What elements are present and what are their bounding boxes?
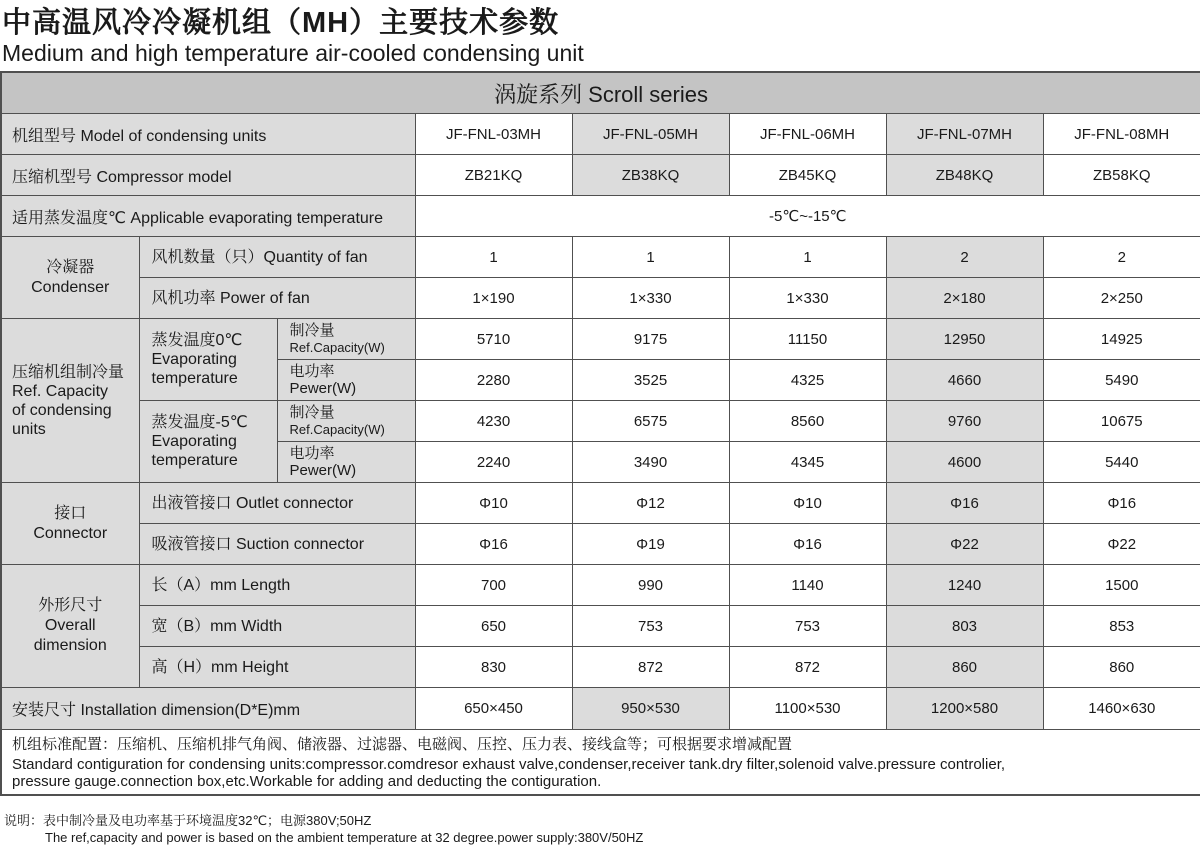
fan-power-label: 风机功率 Power of fan bbox=[139, 278, 415, 319]
outlet-cell: Φ10 bbox=[415, 483, 572, 524]
model-cell: JF-FNL-08MH bbox=[1043, 114, 1200, 155]
outlet-cell: Φ16 bbox=[1043, 483, 1200, 524]
condenser-group-label bbox=[1, 237, 139, 319]
evap0-power-cell: 2280 bbox=[415, 360, 572, 401]
ref-capacity-label-en: Ref.Capacity(W) bbox=[289, 422, 385, 437]
ref-capacity-label-en: Ref.Capacity(W) bbox=[289, 340, 385, 355]
table-row bbox=[1, 401, 1200, 442]
model-cell: JF-FNL-03MH bbox=[415, 114, 572, 155]
series-header-row bbox=[1, 72, 1200, 114]
install-cell: 1100×530 bbox=[729, 688, 886, 730]
table-row bbox=[1, 196, 1200, 237]
compressor-cell: ZB48KQ bbox=[886, 155, 1043, 196]
suction-label: 吸液管接口 Suction connector bbox=[139, 524, 415, 565]
install-label: 安装尺寸 Installation dimension(D*E)mm bbox=[1, 688, 415, 730]
compressor-cell: ZB45KQ bbox=[729, 155, 886, 196]
power-label-en: Pewer(W) bbox=[289, 462, 357, 479]
evap5-power-cell: 4345 bbox=[729, 442, 886, 483]
evap-temp-label: 适用蒸发温度℃ Applicable evaporating temperature bbox=[1, 196, 415, 237]
outlet-cell: Φ12 bbox=[572, 483, 729, 524]
fan-power-cell: 1×330 bbox=[572, 278, 729, 319]
page-title: 中高温风冷冷凝机组（MH）主要技术参数 bbox=[2, 7, 560, 39]
evap0-ref-cell: 5710 bbox=[415, 319, 572, 360]
install-cell: 950×530 bbox=[572, 688, 729, 730]
outlet-label: 出液管接口 Outlet connector bbox=[139, 483, 415, 524]
condenser-label-en: Condenser bbox=[31, 278, 110, 296]
evap5-power-cell: 2240 bbox=[415, 442, 572, 483]
table-row bbox=[1, 524, 1200, 565]
suction-cell: Φ16 bbox=[729, 524, 886, 565]
suction-cell: Φ22 bbox=[886, 524, 1043, 565]
evap5-ref-cell: 8560 bbox=[729, 401, 886, 442]
evap5-power-cell: 5440 bbox=[1043, 442, 1200, 483]
standard-config bbox=[1, 730, 1200, 796]
capacity-label-en: units bbox=[12, 420, 46, 438]
length-cell: 1500 bbox=[1043, 565, 1200, 606]
evap0-power-cell: 5490 bbox=[1043, 360, 1200, 401]
fan-qty-cell: 1 bbox=[572, 237, 729, 278]
model-label: 机组型号 Model of condensing units bbox=[1, 114, 415, 155]
dimension-label-cn: 外形尺寸 bbox=[38, 597, 103, 614]
ref-capacity-label bbox=[277, 319, 415, 360]
width-cell: 853 bbox=[1043, 606, 1200, 647]
suction-cell: Φ16 bbox=[415, 524, 572, 565]
evap5-power-cell: 4600 bbox=[886, 442, 1043, 483]
length-cell: 1240 bbox=[886, 565, 1043, 606]
capacity-label-en: Ref. Capacity bbox=[12, 382, 109, 400]
page-subtitle: Medium and high temperature air-cooled condensing unit bbox=[2, 40, 584, 66]
height-cell: 872 bbox=[729, 647, 886, 688]
outlet-cell: Φ10 bbox=[729, 483, 886, 524]
fan-qty-cell: 2 bbox=[1043, 237, 1200, 278]
evap-temp-value: -5℃~-15℃ bbox=[415, 196, 1200, 237]
capacity-label-cn: 压缩机组制冷量 bbox=[12, 363, 125, 381]
evap5-label-en: Evaporating bbox=[151, 433, 237, 450]
power-label-en: Pewer(W) bbox=[289, 380, 357, 397]
power-label bbox=[277, 442, 415, 483]
evap5-power-cell: 3490 bbox=[572, 442, 729, 483]
evap5-ref-cell: 10675 bbox=[1043, 401, 1200, 442]
dimension-label-en: Overall bbox=[44, 617, 96, 634]
width-label: 宽（B）mm Width bbox=[139, 606, 415, 647]
fan-qty-cell: 1 bbox=[729, 237, 886, 278]
spec-table bbox=[0, 71, 1200, 796]
footnote-en: The ref,capacity and power is based on the ambient temperature at 32 degree.power supply:380V/50HZ bbox=[45, 830, 644, 845]
fan-qty-cell: 2 bbox=[886, 237, 1043, 278]
table-row bbox=[1, 483, 1200, 524]
table-row bbox=[1, 155, 1200, 196]
evap5-ref-cell: 6575 bbox=[572, 401, 729, 442]
length-cell: 1140 bbox=[729, 565, 886, 606]
height-label: 高（H）mm Height bbox=[139, 647, 415, 688]
capacity-label-en: of condensing bbox=[12, 401, 112, 419]
table-row bbox=[1, 319, 1200, 360]
table-row bbox=[1, 688, 1200, 730]
footnote-cn: 说明：表中制冷量及电功率基于环境温度32℃；电源380V;50HZ bbox=[4, 813, 372, 828]
capacity-group-label bbox=[1, 319, 139, 483]
dimension-group-label bbox=[1, 565, 139, 688]
fan-qty-cell: 1 bbox=[415, 237, 572, 278]
table-row bbox=[1, 606, 1200, 647]
suction-cell: Φ22 bbox=[1043, 524, 1200, 565]
ref-capacity-label bbox=[277, 401, 415, 442]
evap0-label-en: temperature bbox=[151, 370, 238, 387]
standard-config-row bbox=[1, 730, 1200, 796]
model-cell: JF-FNL-07MH bbox=[886, 114, 1043, 155]
fan-qty-label: 风机数量（只）Quantity of fan bbox=[139, 237, 415, 278]
install-cell: 650×450 bbox=[415, 688, 572, 730]
width-cell: 803 bbox=[886, 606, 1043, 647]
ref-capacity-label-cn: 制冷量 bbox=[289, 322, 335, 339]
evap0-ref-cell: 9175 bbox=[572, 319, 729, 360]
fan-power-cell: 2×180 bbox=[886, 278, 1043, 319]
table-row bbox=[1, 114, 1200, 155]
connector-label-en: Connector bbox=[33, 524, 108, 542]
length-label: 长（A）mm Length bbox=[139, 565, 415, 606]
evap0-label bbox=[139, 319, 277, 401]
length-cell: 990 bbox=[572, 565, 729, 606]
model-cell: JF-FNL-06MH bbox=[729, 114, 886, 155]
series-header: 涡旋系列 Scroll series bbox=[1, 72, 1200, 114]
fan-power-cell: 1×330 bbox=[729, 278, 886, 319]
power-label-cn: 电功率 bbox=[289, 363, 335, 380]
width-cell: 753 bbox=[572, 606, 729, 647]
outlet-cell: Φ16 bbox=[886, 483, 1043, 524]
compressor-cell: ZB21KQ bbox=[415, 155, 572, 196]
table-row bbox=[1, 237, 1200, 278]
height-cell: 860 bbox=[886, 647, 1043, 688]
evap5-label-en: temperature bbox=[151, 452, 238, 469]
evap0-power-cell: 4325 bbox=[729, 360, 886, 401]
evap0-ref-cell: 12950 bbox=[886, 319, 1043, 360]
condenser-label-cn: 冷凝器 bbox=[46, 258, 95, 276]
evap0-ref-cell: 11150 bbox=[729, 319, 886, 360]
connector-label-cn: 接口 bbox=[54, 504, 87, 522]
table-row bbox=[1, 565, 1200, 606]
standard-config-cn: 机组标准配置：压缩机、压缩机排气角阀、储液器、过滤器、电磁阀、压控、压力表、接线盒等；可根据要求增减配置 bbox=[12, 736, 793, 753]
install-cell: 1460×630 bbox=[1043, 688, 1200, 730]
model-cell: JF-FNL-05MH bbox=[572, 114, 729, 155]
evap5-label bbox=[139, 401, 277, 483]
evap5-ref-cell: 4230 bbox=[415, 401, 572, 442]
footnote bbox=[4, 812, 643, 846]
fan-power-cell: 1×190 bbox=[415, 278, 572, 319]
height-cell: 830 bbox=[415, 647, 572, 688]
table-row bbox=[1, 647, 1200, 688]
length-cell: 700 bbox=[415, 565, 572, 606]
compressor-label: 压缩机型号 Compressor model bbox=[1, 155, 415, 196]
dimension-label-en: dimension bbox=[33, 637, 107, 654]
ref-capacity-label-cn: 制冷量 bbox=[289, 404, 335, 421]
power-label-cn: 电功率 bbox=[289, 445, 335, 462]
install-cell: 1200×580 bbox=[886, 688, 1043, 730]
compressor-cell: ZB38KQ bbox=[572, 155, 729, 196]
power-label bbox=[277, 360, 415, 401]
connector-group-label bbox=[1, 483, 139, 565]
evap0-label-cn: 蒸发温度0℃ bbox=[151, 332, 243, 349]
table-row bbox=[1, 278, 1200, 319]
fan-power-cell: 2×250 bbox=[1043, 278, 1200, 319]
evap0-label-en: Evaporating bbox=[151, 351, 237, 368]
evap0-power-cell: 3525 bbox=[572, 360, 729, 401]
standard-config-en: pressure gauge.connection box,etc.Workable for adding and deducting the contiguration. bbox=[12, 773, 602, 790]
height-cell: 860 bbox=[1043, 647, 1200, 688]
evap5-label-cn: 蒸发温度-5℃ bbox=[151, 414, 248, 431]
evap0-power-cell: 4660 bbox=[886, 360, 1043, 401]
evap5-ref-cell: 9760 bbox=[886, 401, 1043, 442]
suction-cell: Φ19 bbox=[572, 524, 729, 565]
width-cell: 753 bbox=[729, 606, 886, 647]
evap0-ref-cell: 14925 bbox=[1043, 319, 1200, 360]
compressor-cell: ZB58KQ bbox=[1043, 155, 1200, 196]
width-cell: 650 bbox=[415, 606, 572, 647]
standard-config-en: Standard contiguration for condensing units:compressor.comdresor exhaust valve,condenser,receiver tank.dry filter,solenoid valve.pressure controlier, bbox=[12, 756, 1006, 773]
height-cell: 872 bbox=[572, 647, 729, 688]
